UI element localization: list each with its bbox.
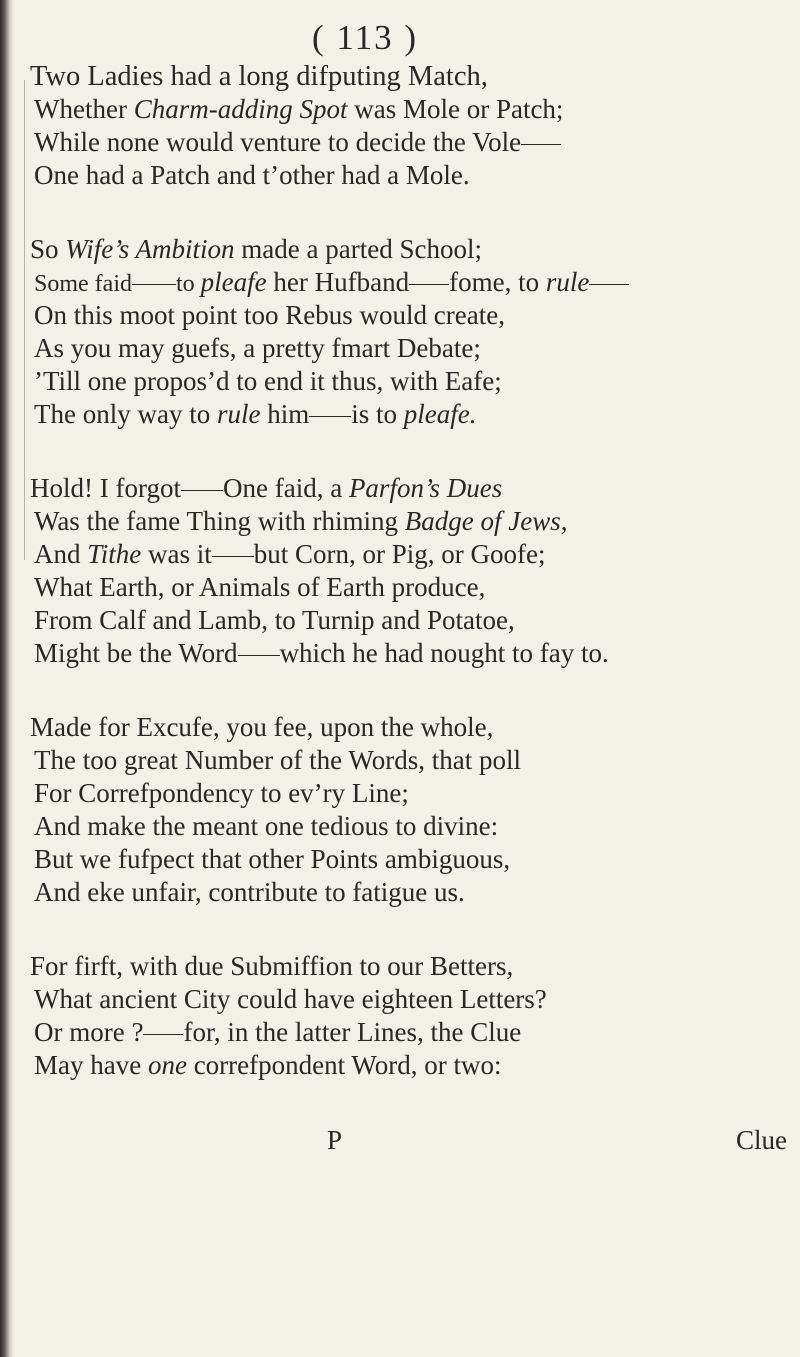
- italic-text: rule: [216, 399, 261, 429]
- small-text: to: [175, 271, 201, 297]
- stanza: [30, 472, 800, 670]
- italic-text: rule: [545, 267, 590, 297]
- poem-line: What Earth, or Animals of Earth produce,: [34, 572, 486, 602]
- poem-line: And Tithe was it but Corn, or Pig, or Goofe;: [34, 539, 546, 569]
- italic-text: one: [147, 1050, 187, 1080]
- poem-line: Some faid to pleafe her Hufband fome, to rule: [30, 266, 800, 299]
- em-rule: [212, 556, 254, 557]
- italic-text: pleafe.: [403, 399, 477, 429]
- poem-line: What ancient City could have eighteen Letters?: [34, 984, 547, 1014]
- italic-text: Charm-adding Spot: [133, 94, 348, 124]
- em-rule: [589, 284, 629, 285]
- poem-line: Might be the Word which he had nought to fay to.: [34, 638, 609, 668]
- catchword: Clue: [736, 1125, 787, 1155]
- poem-line: The too great Number of the Words, that poll: [34, 745, 521, 775]
- em-rule: [309, 416, 351, 417]
- italic-text: Parfon’s Dues: [348, 473, 503, 503]
- poem-line: From Calf and Lamb, to Turnip and Potatoe,: [34, 605, 515, 635]
- poem-line: And make the meant one tedious to divine:: [34, 811, 499, 841]
- poem-line: ’Till one propos’d to end it thus, with Eafe;: [34, 366, 502, 396]
- em-rule: [238, 655, 280, 656]
- em-rule: [409, 284, 449, 285]
- stanza: [30, 950, 800, 1082]
- poem-line: For Correfpondency to ev’ry Line;: [34, 778, 409, 808]
- page-edge-line: [24, 80, 25, 560]
- page-footer: [0, 1125, 800, 1165]
- em-rule: [143, 1034, 183, 1035]
- poem-line: As you may guefs, a pretty fmart Debate;: [34, 333, 481, 363]
- poem-line: So Wife’s Ambition made a parted School;: [30, 234, 482, 264]
- poem-line: The only way to rule him is to pleafe.: [34, 399, 477, 429]
- italic-text: pleafe: [200, 267, 267, 297]
- small-text: Some faid: [34, 271, 132, 297]
- poem-line: Was the fame Thing with rhiming Badge of Jews,: [34, 506, 568, 536]
- italic-text: Wife’s Ambition: [65, 234, 235, 264]
- em-rule: [181, 490, 223, 491]
- poem-line: For firft, with due Submiffion to our Betters,: [30, 951, 514, 981]
- poem-line: While none would venture to decide the Vole: [30, 126, 800, 159]
- poem-line: Or more ? for, in the latter Lines, the Clue: [34, 1017, 522, 1047]
- stanza: [30, 711, 800, 909]
- stanza: [30, 60, 800, 192]
- poem-line: On this moot point too Rebus would create,: [34, 300, 505, 330]
- page-number: ( 113 ): [311, 18, 418, 57]
- italic-text: Badge of Jews,: [404, 506, 568, 536]
- signature-mark: P: [327, 1125, 343, 1155]
- poem: [30, 60, 800, 1123]
- poem-line: May have one correfpondent Word, or two:: [34, 1050, 502, 1080]
- poem-line: Whether Charm-adding Spot was Mole or Patch;: [34, 94, 564, 124]
- em-rule: [521, 144, 561, 145]
- poem-line: Hold! I forgot One faid, a Parfon’s Dues: [30, 473, 503, 503]
- italic-text: Tithe: [87, 539, 142, 569]
- poem-line: Two Ladies had a long difputing Match,: [30, 61, 488, 92]
- poem-line: And eke unfair, contribute to fatigue us.: [34, 877, 465, 907]
- stanza: [30, 233, 800, 431]
- poem-line: One had a Patch and t’other had a Mole.: [34, 160, 470, 190]
- poem-line: Made for Excufe, you fee, upon the whole,: [30, 712, 494, 742]
- poem-line: But we fufpect that other Points ambiguous,: [34, 844, 511, 874]
- em-rule: [132, 284, 176, 285]
